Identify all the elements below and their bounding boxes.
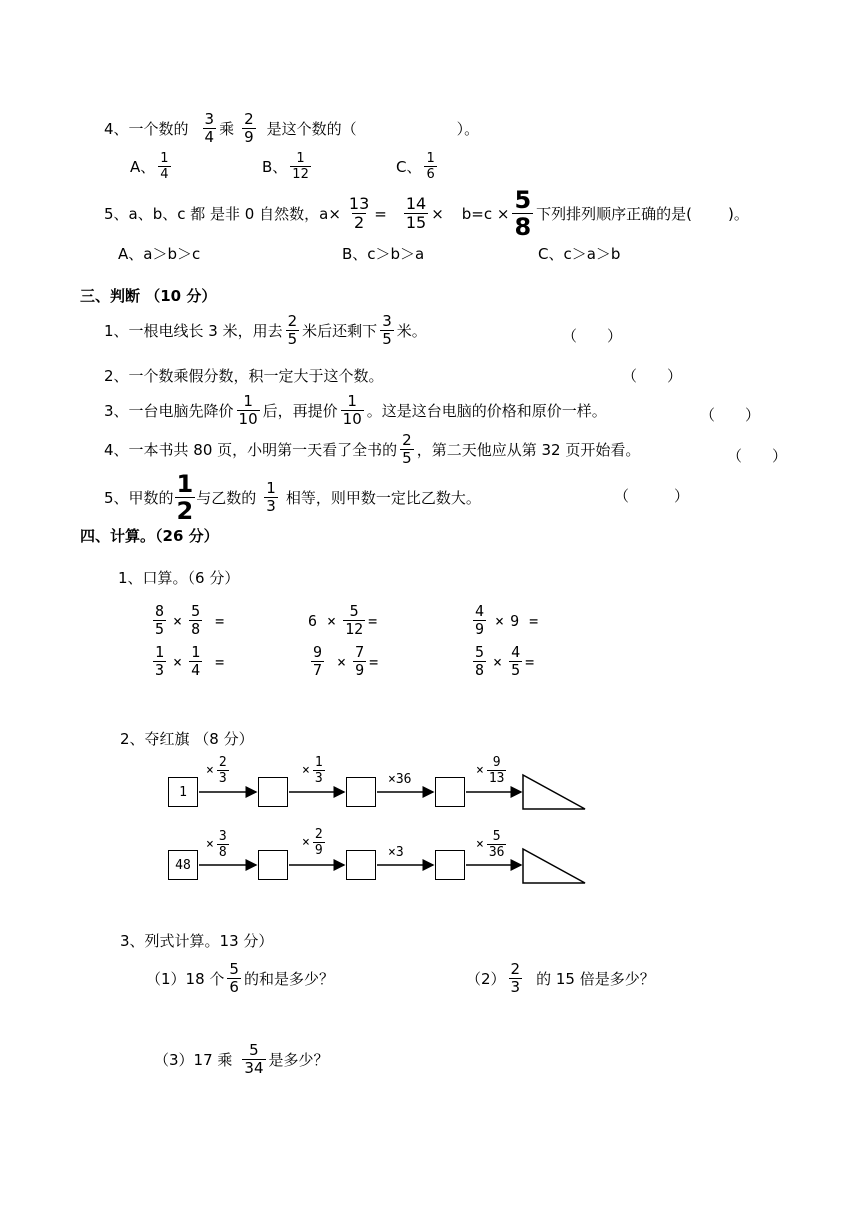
equals-sign: =: [215, 611, 225, 630]
flag-triangle: [523, 775, 585, 809]
judge-q3-text-b: 后，再提价: [262, 402, 338, 420]
fraction: $\frac{5}{8}$: [475, 643, 485, 679]
section-heading-judge: 三、判断 （10 分）: [80, 287, 217, 305]
fraction: $\frac{1}{10}$: [238, 392, 258, 428]
written-q3-text-a: （3）17 乘: [154, 1051, 233, 1069]
choice-q4-close: ）。: [456, 120, 480, 138]
choice-q4-label: 4、一个数的: [104, 120, 189, 138]
fraction: $\frac{5}{8}$: [514, 186, 532, 241]
fraction: $\frac{1}{3}$: [155, 643, 165, 679]
answer-box[interactable]: [258, 777, 288, 807]
fraction: $\frac{1}{3}$: [266, 479, 276, 515]
answer-box[interactable]: [346, 777, 376, 807]
fraction: $\frac{1}{6}$: [426, 151, 435, 182]
judge-q4-text-a: 4、一本书共 80 页，小明第一天看了全书的: [104, 441, 398, 459]
fraction: $\frac{9}{13}$: [488, 755, 505, 786]
fraction: $\frac{5}{34}$: [244, 1041, 264, 1077]
judge-q3-text-c: 。这是这台电脑的价格和原价一样。: [366, 402, 607, 420]
start-box: 48: [168, 850, 198, 880]
choice-q5-label: 5、a、b、c 都 是非 0 自然数，a×: [104, 205, 341, 223]
fraction: $\frac{5}{6}$: [229, 960, 239, 996]
fraction: $\frac{2}{9}$: [244, 110, 254, 146]
judge-q5-text-c: 相等，则甲数一定比乙数大。: [285, 489, 481, 507]
fraction: $\frac{1}{4}$: [191, 643, 201, 679]
choice-q5-close: )。: [728, 205, 749, 223]
written-q2-text-a: （2）: [466, 970, 506, 988]
written-q2-text-b: 的 15 倍是多少？: [536, 970, 655, 988]
operator-label: × $\frac{1}{3}$: [302, 755, 323, 786]
answer-paren[interactable]: （ ）: [700, 406, 761, 424]
option-a[interactable]: A、a＞b＞c: [118, 245, 201, 263]
fraction: $\frac{3}{5}$: [382, 312, 392, 348]
fraction: $\frac{5}{12}$: [345, 602, 364, 638]
equals-sign: =: [369, 652, 379, 671]
equals-sign: =: [529, 611, 539, 630]
oral-title: 1、口算。（6 分）: [118, 569, 240, 587]
fraction: $\frac{4}{9}$: [475, 602, 485, 638]
fraction: $\frac{2}{9}$: [314, 827, 323, 858]
written-q1-text-a: （1）18 个: [146, 970, 225, 988]
fraction: $\frac{1}{4}$: [160, 151, 169, 182]
fraction: $\frac{2}{3}$: [218, 755, 227, 786]
option-b-label: B、: [262, 158, 288, 176]
answer-paren[interactable]: （ ）: [727, 447, 788, 465]
fraction: $\frac{7}{9}$: [355, 643, 365, 679]
written-q3-text-b: 是多少？: [268, 1051, 329, 1069]
fraction: $\frac{14}{15}$: [405, 194, 427, 232]
operator-label: × $\frac{3}{8}$: [206, 829, 227, 860]
operator-label: × $\frac{9}{13}$: [476, 755, 505, 786]
written-q1-text-b: 的和是多少？: [243, 970, 334, 988]
fraction: $\frac{1}{2}$: [176, 470, 194, 525]
multiply-word: 乘: [219, 120, 235, 138]
judge-q1-text-a: 1、一根电线长 3 米，用去: [104, 322, 283, 340]
fraction: $\frac{8}{5}$: [155, 602, 165, 638]
fraction: $\frac{13}{2}$: [348, 194, 370, 232]
start-box: 1: [168, 777, 198, 807]
answer-box[interactable]: [435, 777, 465, 807]
flag-title: 2、夺红旗 （8 分）: [120, 730, 254, 748]
operator-label: × $\frac{5}{36}$: [476, 829, 505, 860]
fraction: $\frac{3}{4}$: [204, 110, 215, 146]
written-q2: [466, 962, 655, 995]
section-heading-calc: 四、计算。（26 分）: [80, 527, 219, 545]
times-sign: ×: [173, 652, 183, 671]
fraction: $\frac{1}{12}$: [292, 151, 309, 182]
whole-number: 9: [510, 611, 520, 630]
answer-paren[interactable]: （ ）: [622, 367, 683, 385]
written-q1: [146, 962, 334, 995]
answer-paren[interactable]: （ ）: [614, 487, 690, 505]
answer-box[interactable]: [258, 850, 288, 880]
fraction: $\frac{2}{3}$: [510, 960, 521, 996]
fraction: $\frac{2}{5}$: [287, 312, 298, 348]
fraction: $\frac{4}{5}$: [511, 643, 521, 679]
answer-paren[interactable]: （ ）: [562, 327, 623, 345]
fraction: $\frac{9}{7}$: [313, 643, 323, 679]
choice-q5-mid: b=c ×: [461, 204, 510, 223]
times-sign: ×: [493, 652, 503, 671]
fraction: $\frac{1}{3}$: [314, 755, 323, 786]
operator-label: ×3: [388, 845, 404, 860]
judge-q1-text-c: 米。: [396, 322, 427, 340]
fraction: $\frac{2}{5}$: [402, 431, 412, 467]
times-sign: ×: [327, 611, 337, 630]
fraction: $\frac{3}{8}$: [218, 829, 227, 860]
judge-q5-text-a: 5、甲数的: [104, 489, 174, 507]
option-b[interactable]: B、c＞b＞a: [342, 245, 425, 263]
judge-q5-text-b: 与乙数的: [196, 489, 257, 507]
judge-q3-text-a: 3、一台电脑先降价: [104, 402, 234, 420]
equals-sign: =: [525, 652, 535, 671]
times-sign: ×: [495, 611, 505, 630]
written-q3: [154, 1043, 329, 1076]
judge-q2: 2、一个数乘假分数，积一定大于这个数。: [104, 367, 384, 385]
whole-number: 6: [308, 611, 318, 630]
judge-q4-text-b: ，第二天他应从第 32 页开始看。: [416, 441, 641, 459]
fraction: $\frac{5}{8}$: [191, 602, 201, 638]
flag-triangle: [523, 849, 585, 883]
times-sign: ×: [337, 652, 347, 671]
equals-sign: =: [368, 611, 378, 630]
operator-label: ×36: [388, 772, 412, 787]
answer-box[interactable]: [435, 850, 465, 880]
option-c[interactable]: C、c＞a＞b: [538, 245, 621, 263]
written-title: 3、列式计算。13 分）: [120, 932, 274, 950]
fraction: $\frac{5}{36}$: [488, 829, 505, 860]
answer-box[interactable]: [346, 850, 376, 880]
operator-label: × $\frac{2}{9}$: [302, 827, 323, 858]
choice-q4-tail: 是这个数的（: [266, 120, 357, 138]
equals-sign: =: [215, 652, 225, 671]
option-c-label: C、: [396, 158, 422, 176]
equals-sign: =: [374, 204, 387, 223]
times-sign: ×: [431, 204, 444, 223]
option-a[interactable]: A、: [130, 158, 156, 176]
operator-label: × $\frac{2}{3}$: [206, 755, 227, 786]
choice-q5-tail: 下列排列顺序正确的是(: [536, 205, 693, 223]
judge-q1-text-b: 米后还剩下: [302, 322, 378, 340]
fraction: $\frac{1}{10}$: [342, 392, 362, 428]
times-sign: ×: [173, 611, 183, 630]
